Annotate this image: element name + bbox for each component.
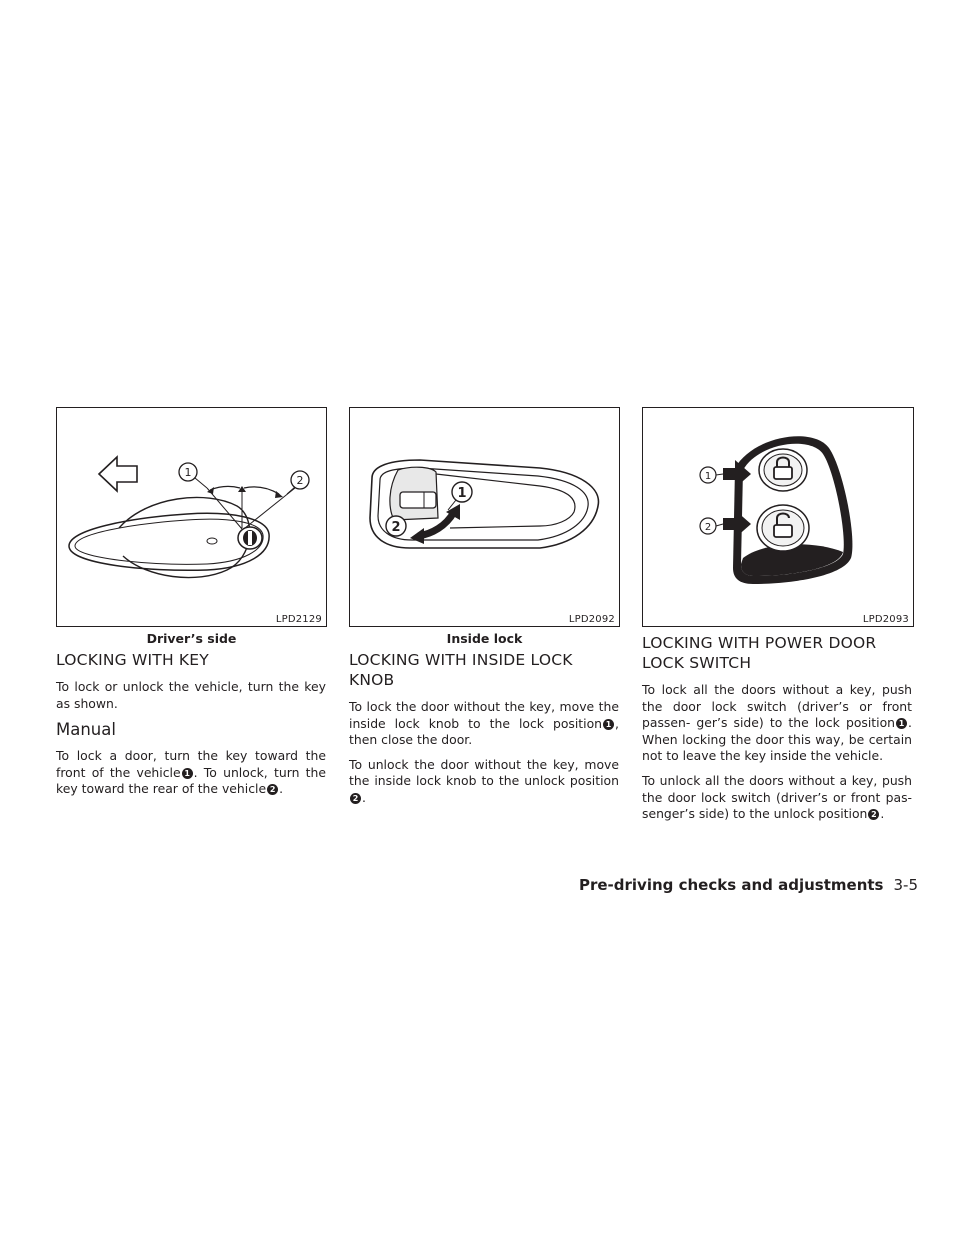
marker-1-icon: 1	[896, 718, 907, 729]
figure-code: LPD2093	[862, 614, 909, 625]
marker-2-icon: 2	[868, 809, 879, 820]
figure-drivers-side	[56, 407, 327, 627]
power-lock-switch-illustration	[643, 408, 913, 626]
marker-2-icon: 2	[267, 784, 278, 795]
callout-2-label: 2	[391, 520, 401, 535]
paragraph: To lock a door, turn the key toward the front of the vehicle 1 . To unlock, turn the key toward the rear of the vehicle 2 .	[56, 748, 327, 797]
marker-2-icon: 2	[350, 793, 361, 804]
section-locking-with-key	[56, 650, 326, 806]
marker-1-icon: 1	[603, 719, 614, 730]
paragraph: To lock the door without the key, move the inside lock knob to the lock position 1 , then close the door.	[349, 699, 619, 748]
callout-2-label: 2	[704, 522, 712, 533]
callout-1-label: 1	[704, 471, 712, 482]
front-arrow-icon	[99, 457, 137, 491]
section-heading: LOCKING WITH INSIDE LOCK KNOB	[349, 651, 573, 689]
inside-lock-knob-illustration	[350, 408, 619, 626]
figure-caption: Inside lock	[446, 631, 523, 646]
paragraph: To unlock all the doors without a key, push the door lock switch (driver’s or front pas- senger’s side) to the unlock position 2 .	[642, 772, 912, 822]
section-power-door-lock-switch	[642, 633, 912, 831]
section-heading: LOCKING WITH KEY	[56, 651, 209, 669]
subheading: Manual	[56, 720, 116, 740]
paragraph: To unlock the door without the key, move the inside lock knob to the unlock position2 .	[349, 756, 619, 805]
door-handle-key-illustration	[57, 408, 326, 626]
figure-caption: Driver’s side	[146, 631, 237, 646]
figure-code: LPD2092	[568, 614, 615, 625]
figure-power-lock-switch	[642, 407, 914, 627]
page-footer	[579, 876, 918, 894]
page-number: 3-5	[893, 876, 918, 894]
callout-1-label: 1	[184, 466, 192, 479]
figure-code: LPD2129	[275, 614, 322, 625]
paragraph: To lock or unlock the vehicle, turn the key as shown.	[56, 679, 326, 711]
callout-2-label: 2	[296, 474, 304, 487]
paragraph: To lock all the doors without a key, push the door lock switch (driver’s or front passen- ger’s side) to the lock position 1 . When locking the door this way, be certain not to leave the key inside the vehicle.	[642, 682, 912, 764]
marker-1-icon: 1	[182, 768, 193, 779]
callout-1-label: 1	[457, 486, 467, 501]
section-heading: LOCKING WITH POWER DOOR LOCK SWITCH	[642, 634, 877, 672]
section-inside-lock-knob	[349, 650, 619, 815]
section-title: Pre-driving checks and adjustments	[578, 876, 884, 894]
figure-inside-lock	[349, 407, 620, 627]
